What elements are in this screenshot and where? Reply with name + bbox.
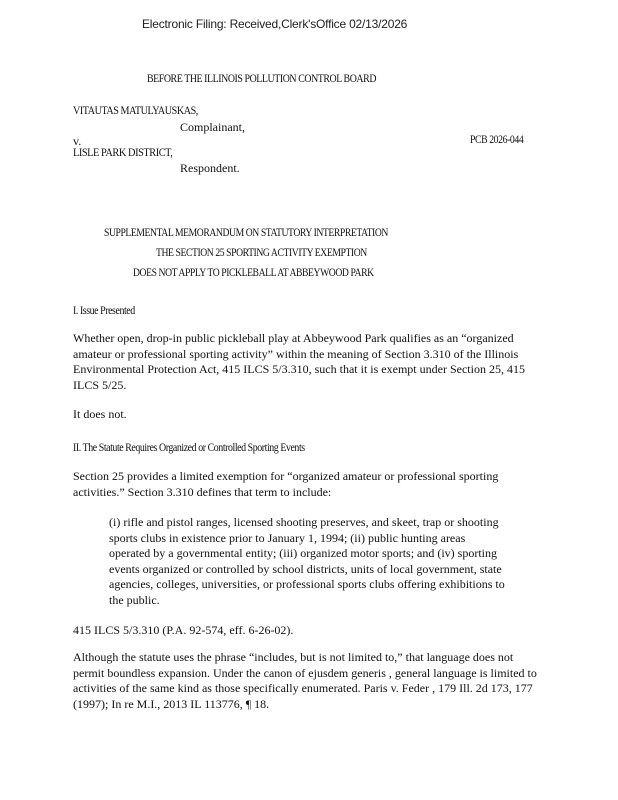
quote-line: the public.	[109, 592, 160, 607]
quote-line: events organized or controlled by school districts, units of local government, state	[109, 561, 502, 576]
short-answer: It does not.	[73, 407, 127, 421]
paragraph-line: permit boundless expansion. Under the canon of ejusdem generis , general language is limited to	[73, 665, 537, 680]
quote-line: (i) rifle and pistol ranges, licensed shooting preserves, and skeet, trap or shooting	[109, 515, 499, 529]
quote-line: sports clubs in existence prior to January 1, 1994; (ii) public hunting areas	[109, 530, 466, 545]
memo-title-line1: SUPPLEMENTAL MEMORANDUM ON STATUTORY INTERPRETATION	[104, 227, 388, 239]
case-number: PCB 2026-044	[470, 134, 524, 146]
section-heading-statute: II. The Statute Requires Organized or Controlled Sporting Events	[73, 442, 305, 454]
paragraph-line: activities.” Section 3.310 defines that term to include:	[73, 484, 332, 499]
ejusdem-generis-paragraph	[73, 650, 537, 712]
respondent-name: LISLE PARK DISTRICT,	[73, 147, 173, 159]
paragraph-line: Environmental Protection Act, 415 ILCS 5/3.310, such that it is exempt under Section 25, 415	[73, 362, 525, 376]
versus-label: v.	[73, 134, 82, 148]
filing-stamp: Electronic Filing: Received,Clerk'sOffice 02/13/2026	[142, 17, 408, 31]
respondent-role: Respondent.	[180, 161, 240, 175]
quote-line: agencies, colleges, universities, or professional sports clubs offering exhibitions to	[109, 577, 505, 591]
memo-title-line2: THE SECTION 25 SPORTING ACTIVITY EXEMPTION	[156, 247, 367, 259]
exemption-paragraph	[73, 469, 498, 500]
memo-title-line3: DOES NOT APPLY TO PICKLEBALL AT ABBEYWOOD PARK	[133, 267, 374, 279]
paragraph-line: amateur or professional sporting activity” within the meaning of Section 3.310 of the Illinois	[73, 346, 519, 361]
statute-citation: 415 ILCS 5/3.310 (P.A. 92-574, eff. 6-26-02).	[73, 623, 294, 637]
paragraph-line: Section 25 provides a limited exemption for “organized amateur or professional sporting	[73, 469, 499, 483]
quote-line: operated by a governmental entity; (iii) organized motor sports; and (iv) sporting	[109, 546, 498, 560]
paragraph-line: activities of the same kind as those specifically enumerated. Paris v. Feder , 179 Ill. 2d 173, 177	[73, 681, 533, 695]
complainant-name: VITAUTAS MATULYAUSKAS,	[73, 105, 198, 117]
paragraph-line: Whether open, drop-in public pickleball play at Abbeywood Park qualifies as an “organized	[73, 331, 514, 345]
issue-paragraph	[73, 331, 525, 393]
complainant-role: Complainant,	[180, 120, 245, 134]
statutory-block-quote	[109, 515, 505, 608]
section-heading-issue: I. Issue Presented	[73, 305, 135, 317]
paragraph-line: ILCS 5/25.	[73, 377, 127, 392]
paragraph-line: (1997); In re M.I., 2013 IL 113776, ¶ 18.	[73, 696, 270, 711]
paragraph-line: Although the statute uses the phrase “includes, but is not limited to,” that language does not	[73, 650, 514, 664]
tribunal-heading: BEFORE THE ILLINOIS POLLUTION CONTROL BOARD	[147, 73, 377, 85]
